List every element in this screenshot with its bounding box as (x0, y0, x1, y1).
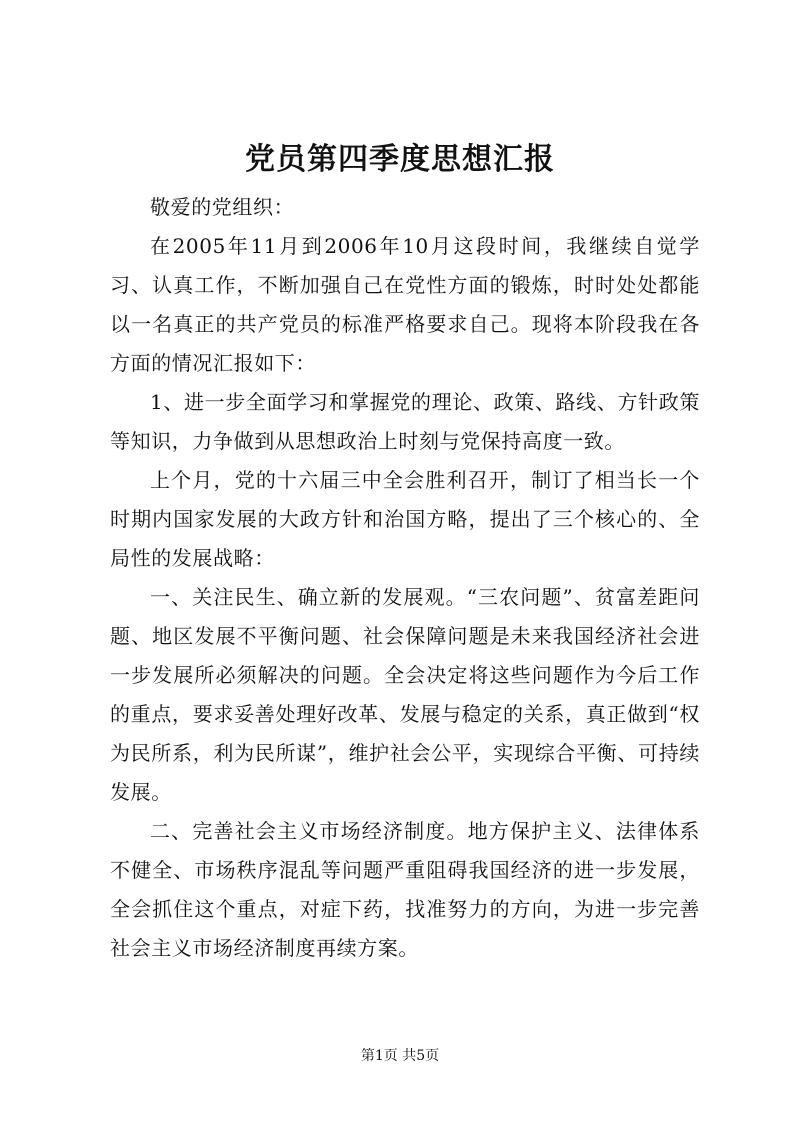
paragraph-plenum: 上个月，党的十六届三中全会胜利召开，制订了相当长一个时期内国家发展的大政方针和治国方略，提出了三个核心的、全局性的发展战略： (110, 468, 700, 570)
document-title: 党员第四季度思想汇报 (245, 142, 555, 177)
paragraph-strategy-2: 二、完善社会主义市场经济制度。地方保护主义、法律体系不健全、市场秩序混乱等问题严重阻碍我国经济的进一步发展，全会抓住这个重点，对症下药，找准努力的方向，为进一步完善社会主义市场经济制度再续方案。 (110, 819, 700, 960)
paragraph-strategy-1: 一、关注民生、确立新的发展观。“三农问题”、贫富差距问题、地区发展不平衡问题、社会保障问题是未来我国经济社会进一步发展所必须解决的问题。全会决定将这些问题作为今后工作的重点，要求妥善处理好改革、发展与稳定的关系，真正做到“权为民所系，利为民所谋”，维护社会公平，实现综合平衡、可持续发展。 (110, 585, 700, 804)
document-body (110, 188, 700, 968)
salutation: 敬爱的党组织： (150, 195, 295, 219)
page-footer: 第1页 共5页 (360, 1048, 440, 1064)
paragraph-point-1: 1、进一步全面学习和掌握党的理论、政策、路线、方针政策等知识，力争做到从思想政治上时刻与党保持高度一致。 (110, 390, 700, 453)
paragraph-intro: 在2005年11月到2006年10月这段时间，我继续自觉学习、认真工作，不断加强自己在党性方面的锻炼，时时处处都能以一名真正的共产党员的标准严格要求自己。现将本阶段我在各方面的情况汇报如下： (110, 234, 700, 375)
